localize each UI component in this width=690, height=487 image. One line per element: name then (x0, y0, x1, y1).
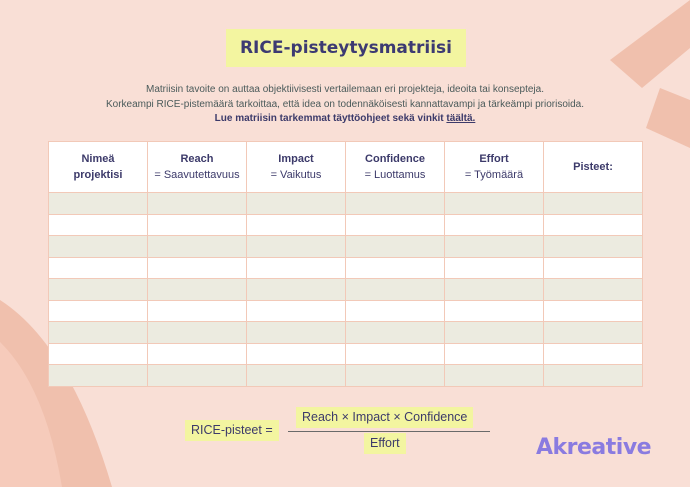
table-cell[interactable] (247, 322, 346, 344)
page-title: RICE-pisteytysmatriisi (226, 29, 466, 67)
instructions-link[interactable]: täältä. (446, 113, 476, 124)
table-row (49, 300, 643, 322)
table-cell[interactable] (247, 343, 346, 365)
table-cell[interactable] (49, 343, 148, 365)
table-cell[interactable] (544, 365, 643, 387)
table-cell[interactable] (544, 279, 643, 301)
formula-denominator: Effort (364, 433, 406, 454)
table-cell[interactable] (148, 300, 247, 322)
header-reach: Reach = Saavutettavuus (148, 142, 247, 193)
table-cell[interactable] (49, 193, 148, 215)
table-row (49, 322, 643, 344)
table-cell[interactable] (346, 343, 445, 365)
header-effort: Effort = Työmäärä (445, 142, 544, 193)
table-cell[interactable] (544, 193, 643, 215)
table-cell[interactable] (148, 257, 247, 279)
rice-matrix-table (48, 141, 643, 387)
table-row (49, 236, 643, 258)
table-cell[interactable] (247, 214, 346, 236)
table-cell[interactable] (445, 343, 544, 365)
intro-line-2: Korkeampi RICE-pistemäärä tarkoittaa, että idea on todennäköisesti kannattavampi ja tärkeämpi priorisoida. (105, 98, 585, 110)
table-cell[interactable] (49, 214, 148, 236)
table-row (49, 365, 643, 387)
table-cell[interactable] (346, 257, 445, 279)
table-row (49, 343, 643, 365)
instructions-text: Lue matriisin tarkemmat täyttöohjeet sekä vinkit (214, 113, 444, 124)
table-cell[interactable] (247, 300, 346, 322)
intro-text (60, 83, 630, 127)
table-cell[interactable] (49, 236, 148, 258)
table-cell[interactable] (148, 343, 247, 365)
table-cell[interactable] (346, 322, 445, 344)
table-cell[interactable] (544, 236, 643, 258)
table-cell[interactable] (247, 193, 346, 215)
table-cell[interactable] (49, 365, 148, 387)
table-cell[interactable] (445, 322, 544, 344)
table-cell[interactable] (346, 300, 445, 322)
table-cell[interactable] (148, 214, 247, 236)
table-cell[interactable] (346, 236, 445, 258)
table-cell[interactable] (544, 322, 643, 344)
table-cell[interactable] (247, 257, 346, 279)
table-cell[interactable] (148, 279, 247, 301)
table-cell[interactable] (148, 193, 247, 215)
table-cell[interactable] (544, 214, 643, 236)
table-cell[interactable] (346, 365, 445, 387)
header-confidence: Confidence = Luottamus (346, 142, 445, 193)
table-body (49, 193, 643, 387)
header-score: Pisteet: (544, 142, 643, 193)
header-name: Nimeä projektisi (49, 142, 148, 193)
table-cell[interactable] (544, 343, 643, 365)
table-cell[interactable] (346, 279, 445, 301)
intro-line-3 (60, 112, 630, 127)
table-cell[interactable] (346, 193, 445, 215)
table-row (49, 257, 643, 279)
table-row (49, 279, 643, 301)
fraction-line (288, 431, 490, 432)
akreative-logo: Akreative (536, 435, 652, 460)
table-cell[interactable] (148, 322, 247, 344)
table-row (49, 193, 643, 215)
table-cell[interactable] (346, 214, 445, 236)
table-cell[interactable] (445, 193, 544, 215)
table-cell[interactable] (49, 322, 148, 344)
table-cell[interactable] (49, 257, 148, 279)
table-header-row (49, 142, 643, 193)
table-row (49, 214, 643, 236)
table-cell[interactable] (247, 236, 346, 258)
table-cell[interactable] (49, 300, 148, 322)
table-cell[interactable] (445, 300, 544, 322)
intro-line-1: Matriisin tavoite on auttaa objektiivisesti vertailemaan eri projekteja, ideoita tai konsepteja. (146, 84, 544, 95)
table-cell[interactable] (148, 365, 247, 387)
table-cell[interactable] (148, 236, 247, 258)
table-cell[interactable] (247, 279, 346, 301)
table-cell[interactable] (445, 279, 544, 301)
table-cell[interactable] (445, 257, 544, 279)
formula-numerator: Reach × Impact × Confidence (296, 407, 473, 428)
table-cell[interactable] (445, 214, 544, 236)
header-impact: Impact = Vaikutus (247, 142, 346, 193)
table-cell[interactable] (544, 300, 643, 322)
table-cell[interactable] (445, 365, 544, 387)
formula-label: RICE-pisteet = (185, 420, 279, 441)
table-cell[interactable] (247, 365, 346, 387)
table-cell[interactable] (445, 236, 544, 258)
table-cell[interactable] (544, 257, 643, 279)
table-cell[interactable] (49, 279, 148, 301)
